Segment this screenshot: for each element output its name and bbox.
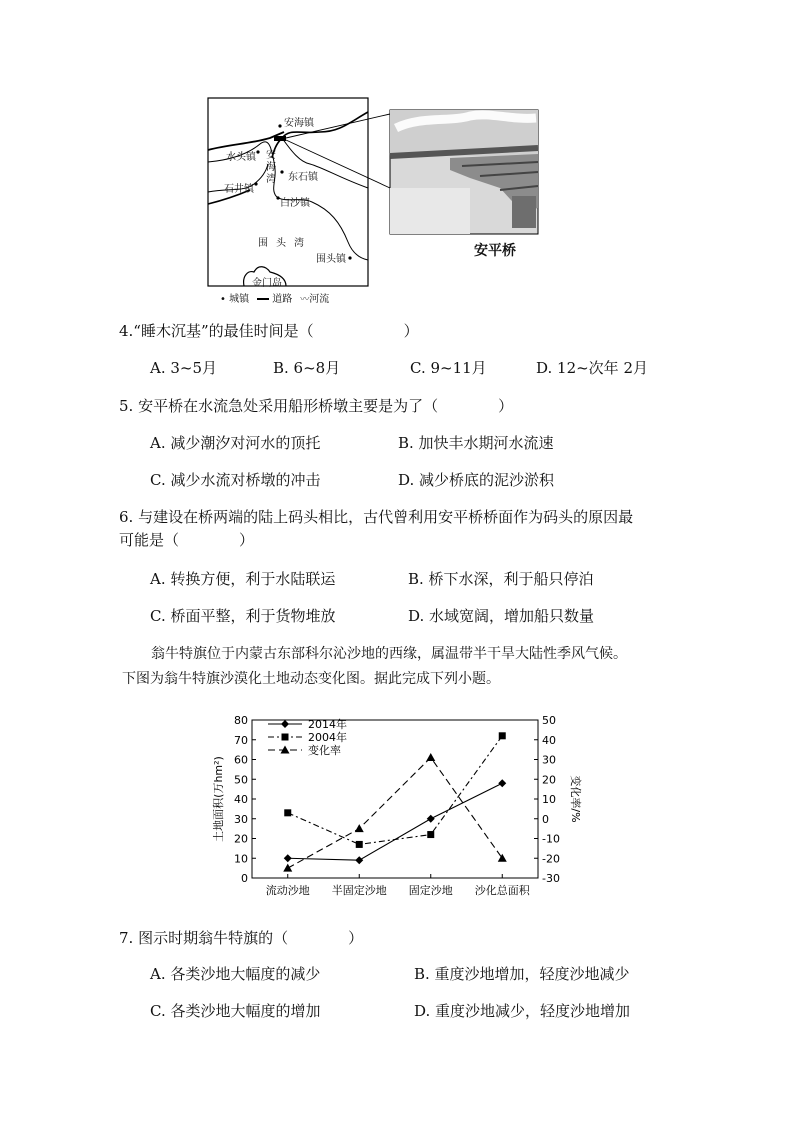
q5-option-b[interactable]: B. 加快丰水期河水流速 [398,434,554,452]
y-tick-label: 20 [234,832,248,846]
question-6-stem-line1: 6. 与建设在桥两端的陆上码头相比，古代曾利用安平桥桥面作为码头的原因最 [119,508,634,526]
q5-option-c[interactable]: C. 减少水流对桥墩的冲击 [150,471,321,489]
question-7-stem: 7. 图示时期翁牛特旗的（ ） [119,929,364,947]
data-point-series-2 [284,809,291,816]
town-dot [348,256,351,259]
intro-line-2: 下图为翁牛特旗沙漠化土地动态变化图。据此完成下列小题。 [122,671,500,687]
q7-option-c[interactable]: C. 各类沙地大幅度的增加 [150,1002,321,1020]
data-point-series-3 [426,753,435,761]
map-figure [200,92,540,307]
desertification-chart [200,708,600,908]
y-tick-label: 0 [241,872,248,885]
town-dot [254,182,257,185]
q6-option-a[interactable]: A. 转换方便，利于水陆联运 [150,570,336,588]
data-point-series-3 [498,854,507,862]
series-line-1 [288,783,503,860]
y2-tick-label: 0 [542,812,549,826]
y2-tick-label: 30 [542,753,556,767]
y2-tick-label: 20 [542,773,556,787]
y2-tick-label: -30 [542,872,560,885]
data-point-series-3 [355,824,364,832]
bay-label-anhai: 安海湾 [266,150,276,185]
data-point-series-2 [356,841,363,848]
y2-tick-label: 10 [542,793,556,806]
y2-tick-label: -10 [542,832,560,846]
legend-river: 〰河流 [300,294,330,305]
q7-option-d[interactable]: D. 重度沙地减少，轻度沙地增加 [414,1002,631,1020]
y-tick-label: 50 [234,773,248,787]
question-5-stem: 5. 安平桥在水流急处采用船形桥墩主要是为了（ ） [119,397,514,415]
y-tick-label: 10 [234,852,248,866]
q4-option-b[interactable]: B. 6~8月 [273,359,341,377]
data-point-series-1 [427,815,435,823]
data-point-series-2 [427,831,434,838]
q7-option-a[interactable]: A. 各类沙地大幅度的减少 [150,965,321,983]
town-label-anhai: 安海镇 [284,118,314,129]
y-tick-label: 30 [234,812,248,826]
data-point-series-2 [499,732,506,739]
data-point-series-1 [284,854,292,862]
x-tick-label: 沙化总面积 [474,884,530,897]
question-4-stem: 4.“睡木沉基”的最佳时间是（ ） [119,322,419,340]
data-point-series-3 [283,864,292,872]
town-dot [280,170,283,173]
q4-option-a[interactable]: A. 3~5月 [150,359,218,377]
legend-label-3: 变化率 [308,744,341,757]
legend-marker-2 [282,734,289,741]
y2-tick-label: 50 [542,714,556,727]
town-dot [256,150,259,153]
legend-town: • 城镇 [220,294,250,305]
intro-line-1: 翁牛特旗位于内蒙古东部科尔沁沙地的西缘，属温带半干旱大陆性季风气候。 [151,646,627,662]
legend-label-2: 2004年 [308,731,347,744]
data-point-series-1 [498,779,506,787]
q5-option-d[interactable]: D. 减少桥底的泥沙淤积 [398,471,555,489]
town-label-dongshi: 东石镇 [288,172,318,183]
x-tick-label: 固定沙地 [408,884,453,897]
y2-tick-label: 40 [542,733,556,747]
y2-axis-label: 变化率/% [569,775,582,823]
y-tick-label: 60 [234,753,248,767]
y-tick-label: 70 [234,733,248,747]
legend-label-1: 2014年 [308,718,347,731]
x-tick-label: 流动沙地 [265,884,310,897]
q4-option-c[interactable]: C. 9~11月 [410,359,487,377]
series-line-3 [288,758,503,869]
bay-label-weitou: 围头湾 [258,238,312,249]
map-legend [220,290,329,305]
q6-option-d[interactable]: D. 水域宽阔，增加船只数量 [408,607,595,625]
q5-option-a[interactable]: A. 减少潮汐对河水的顶托 [150,434,321,452]
question-6-stem-line2: 可能是（ ） [119,531,255,549]
q7-option-b[interactable]: B. 重度沙地增加，轻度沙地减少 [414,965,630,983]
town-label-shuitou: 水头镇 [226,152,256,163]
x-tick-label: 半固定沙地 [331,884,387,897]
y-axis-label: 土地面积(万hm²) [212,756,225,842]
y-tick-label: 80 [234,714,248,727]
q6-option-c[interactable]: C. 桥面平整，利于货物堆放 [150,607,336,625]
bridge-marker [274,136,286,141]
island-label-kinmen: 金门岛 [252,278,282,289]
photo-caption: 安平桥 [474,243,516,259]
bridge-photo [390,110,538,234]
q4-option-d[interactable]: D. 12~次年 2月 [536,359,648,377]
legend-road: 道路 [257,290,292,305]
y-tick-label: 40 [234,793,248,806]
town-label-baisha: 白沙镇 [280,198,310,209]
town-label-weitou: 围头镇 [316,254,346,265]
town-dot [278,124,281,127]
y2-tick-label: -20 [542,852,560,866]
legend-marker-1 [281,720,289,728]
town-label-shijing: 石井镇 [224,184,254,195]
plot-frame [252,720,538,878]
data-point-series-1 [355,856,363,864]
q6-option-b[interactable]: B. 桥下水深，利于船只停泊 [408,570,594,588]
